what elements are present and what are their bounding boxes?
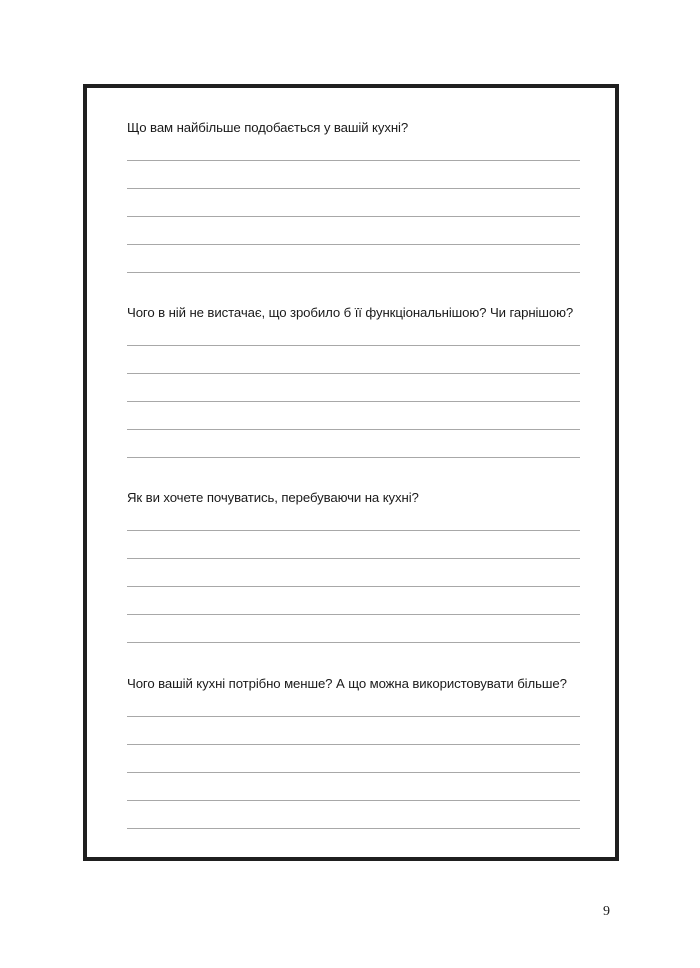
answer-line[interactable] — [127, 772, 580, 773]
answer-line[interactable] — [127, 614, 580, 615]
answer-line[interactable] — [127, 744, 580, 745]
answer-line[interactable] — [127, 345, 580, 346]
answer-line[interactable] — [127, 401, 580, 402]
answer-line[interactable] — [127, 558, 580, 559]
answer-line[interactable] — [127, 272, 580, 273]
answer-line[interactable] — [127, 457, 580, 458]
answer-line[interactable] — [127, 800, 580, 801]
answer-line[interactable] — [127, 188, 580, 189]
question-text: Чого вашій кухні потрібно менше? А що можна використовувати більше? — [127, 676, 567, 691]
answer-line[interactable] — [127, 373, 580, 374]
question-text: Як ви хочете почуватись, перебуваючи на кухні? — [127, 490, 419, 505]
answer-line[interactable] — [127, 642, 580, 643]
answer-line[interactable] — [127, 244, 580, 245]
question-text: Що вам найбільше подобається у вашій кухні? — [127, 120, 409, 135]
answer-line[interactable] — [127, 530, 580, 531]
worksheet-frame — [83, 84, 619, 861]
answer-line[interactable] — [127, 828, 580, 829]
answer-line[interactable] — [127, 716, 580, 717]
answer-line[interactable] — [127, 429, 580, 430]
page-number: 9 — [603, 904, 610, 919]
answer-line[interactable] — [127, 216, 580, 217]
answer-line[interactable] — [127, 586, 580, 587]
answer-line[interactable] — [127, 160, 580, 161]
question-text: Чого в ній не вистачає, що зробило б її функціональнішою? Чи гарнішою? — [127, 305, 574, 320]
